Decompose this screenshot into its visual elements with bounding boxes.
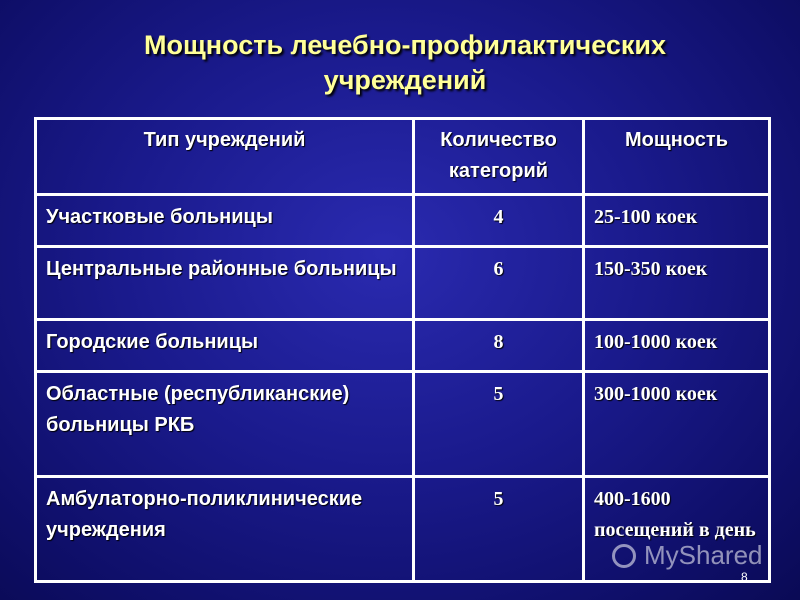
cell-count: 5 — [414, 372, 584, 477]
cell-type: Амбулаторно-поликлинические учреждения — [36, 477, 414, 582]
cell-type: Центральные районные больницы — [36, 247, 414, 320]
cell-count: 8 — [414, 320, 584, 372]
cell-type: Городские больницы — [36, 320, 414, 372]
cell-capacity: 150-350 коек — [584, 247, 770, 320]
slide-title-line-2: учреждений — [323, 65, 487, 95]
table-row — [36, 195, 770, 247]
table-row — [36, 320, 770, 372]
watermark-logo-icon — [612, 544, 636, 568]
cell-type: Участковые больницы — [36, 195, 414, 247]
cell-count: 4 — [414, 195, 584, 247]
cell-type: Областные (республиканские) больницы РКБ — [36, 372, 414, 477]
cell-count: 5 — [414, 477, 584, 582]
page-number: 8 — [741, 570, 748, 584]
slide-title — [70, 28, 740, 98]
header-type: Тип учреждений — [36, 119, 414, 195]
header-count-line-2: категорий — [448, 160, 549, 182]
cell-capacity: 300-1000 коек — [584, 372, 770, 477]
table-row — [36, 247, 770, 320]
table-header-row — [36, 119, 770, 195]
slide-title-line-1: Мощность лечебно-профилактических — [144, 30, 666, 60]
header-count-line-1: Количество — [440, 129, 557, 151]
cell-capacity: 100-1000 коек — [584, 320, 770, 372]
cell-capacity: 25-100 коек — [584, 195, 770, 247]
cell-count: 6 — [414, 247, 584, 320]
myshared-watermark — [612, 540, 763, 571]
capacity-table — [34, 117, 771, 583]
header-capacity: Мощность — [584, 119, 770, 195]
header-count — [414, 119, 584, 195]
cell-capacity: 400-1600 посещений в день — [584, 477, 770, 582]
watermark-text: MyShared — [644, 540, 763, 570]
table-row — [36, 372, 770, 477]
